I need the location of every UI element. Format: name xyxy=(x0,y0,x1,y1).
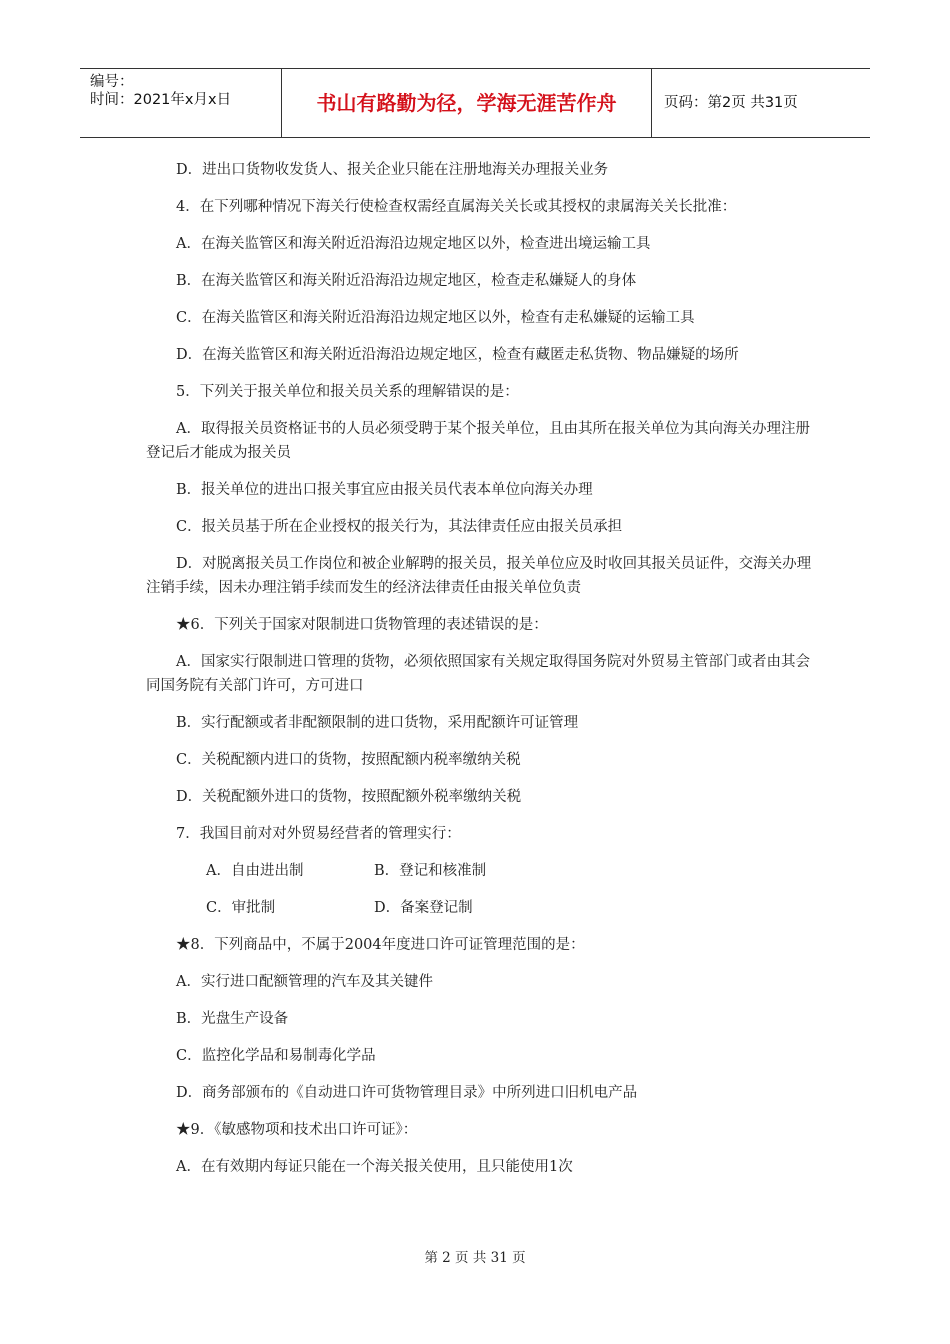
time-label: 时间：2021年x月x日 xyxy=(90,92,232,108)
option: D．商务部颁布的《自动进口许可货物管理目录》中所列进口旧机电产品 xyxy=(176,1085,638,1101)
option-row xyxy=(146,859,818,883)
option: C．关税配额内进口的货物，按照配额内税率缴纳关税 xyxy=(176,752,521,768)
header-meta xyxy=(80,69,282,137)
header-page-info: 页码：第2页 共31页 xyxy=(664,95,798,111)
option: A．国家实行限制进口管理的货物，必须依照国家有关规定取得国务院对外贸易主管部门或者由其会同国务院有关部门许可，方可进口 xyxy=(146,654,810,694)
question: 7．我国目前对对外贸易经营者的管理实行： xyxy=(176,826,461,842)
option-row xyxy=(146,896,818,920)
page-footer: 第 2 页 共 31 页 xyxy=(424,1250,526,1266)
option: B．实行配额或者非配额限制的进口货物，采用配额许可证管理 xyxy=(176,715,579,731)
option: A．在海关监管区和海关附近沿海沿边规定地区以外，检查进出境运输工具 xyxy=(176,236,651,252)
option: A．在有效期内每证只能在一个海关报关使用，且只能使用1次 xyxy=(176,1159,573,1175)
document-body xyxy=(146,158,818,1192)
option: D．对脱离报关员工作岗位和被企业解聘的报关员，报关单位应及时收回其报关员证件，交海关办理注销手续，因未办理注销手续而发生的经济法律责任由报关单位负责 xyxy=(146,556,812,596)
option: C．审批制 xyxy=(206,900,276,916)
paragraph: D．进出口货物收发货人、报关企业只能在注册地海关办理报关业务 xyxy=(176,162,609,178)
option: A．自由进出制 xyxy=(206,863,304,879)
question: ★6．下列关于国家对限制进口货物管理的表述错误的是： xyxy=(176,617,548,633)
question: ★8．下列商品中，不属于2004年度进口许可证管理范围的是： xyxy=(176,937,585,953)
option: B．在海关监管区和海关附近沿海沿边规定地区，检查走私嫌疑人的身体 xyxy=(176,273,637,289)
option: B．光盘生产设备 xyxy=(176,1011,289,1027)
header-motto: 书山有路勤为径，学海无涯苦作舟 xyxy=(282,69,652,137)
question: 4．在下列哪种情况下海关行使检查权需经直属海关关长或其授权的隶属海关关长批准： xyxy=(176,199,737,215)
option: A．取得报关员资格证书的人员必须受聘于某个报关单位，且由其所在报关单位为其向海关办理注册登记后才能成为报关员 xyxy=(146,421,810,461)
question: ★9．《敏感物项和技术出口许可证》： xyxy=(176,1122,418,1138)
option: D．备案登记制 xyxy=(374,900,473,916)
option: C．监控化学品和易制毒化学品 xyxy=(176,1048,376,1064)
option: B．登记和核准制 xyxy=(374,863,487,879)
option: D．关税配额外进口的货物，按照配额外税率缴纳关税 xyxy=(176,789,522,805)
option: B．报关单位的进出口报关事宜应由报关员代表本单位向海关办理 xyxy=(176,482,593,498)
serial-label: 编号： xyxy=(90,74,134,90)
option: D．在海关监管区和海关附近沿海沿边规定地区，检查有藏匿走私货物、物品嫌疑的场所 xyxy=(176,347,739,363)
page-header xyxy=(80,68,870,138)
option: C．报关员基于所在企业授权的报关行为，其法律责任应由报关员承担 xyxy=(176,519,623,535)
option: C．在海关监管区和海关附近沿海沿边规定地区以外，检查有走私嫌疑的运输工具 xyxy=(176,310,695,326)
question: 5．下列关于报关单位和报关员关系的理解错误的是： xyxy=(176,384,519,400)
option: A．实行进口配额管理的汽车及其关键件 xyxy=(176,974,433,990)
